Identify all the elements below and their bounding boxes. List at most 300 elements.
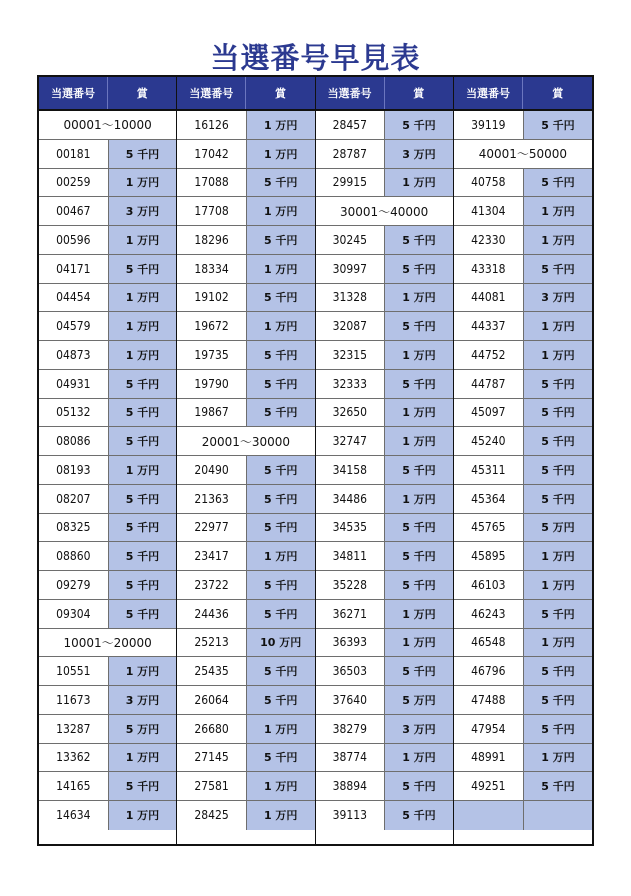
- winning-number: 49251: [454, 772, 523, 800]
- header-number-label: 当選番号: [454, 77, 524, 109]
- header-prize-label: 賞: [136, 87, 148, 100]
- winning-number: 19102: [177, 284, 246, 312]
- prize-amount: 1 万円: [108, 226, 177, 254]
- prize-amount: 5 千円: [246, 600, 315, 628]
- prize-amount: 5 千円: [246, 514, 315, 542]
- winning-number: 45311: [454, 456, 523, 484]
- table-row: [454, 226, 592, 255]
- table-row: [454, 197, 592, 226]
- winning-number: 23417: [177, 542, 246, 570]
- range-label: 10001～20000: [39, 629, 176, 657]
- winning-number: 38894: [316, 772, 385, 800]
- table-row: [316, 284, 453, 313]
- range-row: [39, 629, 176, 658]
- range-row: [39, 111, 176, 140]
- winning-number: 31328: [316, 284, 385, 312]
- table-row: [316, 657, 453, 686]
- table-row: [316, 341, 453, 370]
- winning-number: 17088: [177, 169, 246, 197]
- table-row: [454, 255, 592, 284]
- winning-number: 36271: [316, 600, 385, 628]
- header-prize-label: 賞: [552, 87, 564, 100]
- prize-amount: 5 千円: [108, 427, 177, 455]
- table-row: [39, 571, 176, 600]
- winning-number: 34158: [316, 456, 385, 484]
- prize-amount: 1 万円: [246, 772, 315, 800]
- winning-number: 14165: [39, 772, 108, 800]
- prize-amount: 5 千円: [108, 600, 177, 628]
- winning-number: 44337: [454, 312, 523, 340]
- prize-amount: 5 千円: [246, 341, 315, 369]
- table-row: [39, 744, 176, 773]
- table-row: [177, 399, 314, 428]
- table-row: [454, 744, 592, 773]
- prize-amount: 1 万円: [384, 600, 453, 628]
- winning-number: 39113: [316, 801, 385, 830]
- prize-amount: 5 千円: [384, 255, 453, 283]
- table-row: [454, 715, 592, 744]
- table-row: [454, 399, 592, 428]
- table-row: [177, 715, 314, 744]
- table-row: [39, 284, 176, 313]
- prize-amount: 5 万円: [523, 514, 592, 542]
- winning-number: 08207: [39, 485, 108, 513]
- prize-amount: 1 万円: [384, 341, 453, 369]
- prize-amount: 3 万円: [523, 284, 592, 312]
- prize-amount: 1 万円: [384, 744, 453, 772]
- winning-number: 13362: [39, 744, 108, 772]
- table-row: [177, 226, 314, 255]
- range-label: 30001～40000: [316, 197, 453, 225]
- winning-number: 32315: [316, 341, 385, 369]
- prize-amount: 5 千円: [384, 772, 453, 800]
- winning-number: 11673: [39, 686, 108, 714]
- winning-number: 13287: [39, 715, 108, 743]
- table-row: [39, 312, 176, 341]
- prize-amount: 5 千円: [108, 514, 177, 542]
- prize-amount: 1 万円: [523, 571, 592, 599]
- prize-amount: 1 万円: [108, 284, 177, 312]
- range-row: [177, 427, 314, 456]
- table-row: [177, 140, 314, 169]
- winning-number: 32650: [316, 399, 385, 427]
- winning-number: 39119: [454, 111, 523, 139]
- winning-number: 29915: [316, 169, 385, 197]
- prize-amount: 5 千円: [108, 772, 177, 800]
- table-row: [316, 715, 453, 744]
- table-row: [316, 801, 453, 830]
- table-row: [316, 456, 453, 485]
- prize-amount: 5 千円: [523, 686, 592, 714]
- table-column-1: [39, 77, 177, 844]
- winning-number: 00259: [39, 169, 108, 197]
- header-number-label: 当選番号: [177, 77, 246, 109]
- table-column-3: [316, 77, 454, 844]
- table-row: [454, 427, 592, 456]
- winning-number: 23722: [177, 571, 246, 599]
- winning-number: 47954: [454, 715, 523, 743]
- winning-number: 34811: [316, 542, 385, 570]
- winning-number: 32333: [316, 370, 385, 398]
- winning-number: 00467: [39, 197, 108, 225]
- winning-number: 19735: [177, 341, 246, 369]
- table-row: [177, 514, 314, 543]
- prize-amount: 5 千円: [523, 111, 592, 139]
- prize-amount: 1 万円: [384, 485, 453, 513]
- winning-number: 08193: [39, 456, 108, 484]
- table-row: [316, 772, 453, 801]
- table-row: [39, 341, 176, 370]
- table-row: [454, 341, 592, 370]
- table-row: [39, 140, 176, 169]
- prize-amount: 1 万円: [246, 140, 315, 168]
- table-row: [177, 255, 314, 284]
- winning-number: 44752: [454, 341, 523, 369]
- winning-number: 04873: [39, 341, 108, 369]
- table-row: [454, 772, 592, 801]
- winning-number: 45097: [454, 399, 523, 427]
- table-row: [177, 686, 314, 715]
- table-row: [39, 169, 176, 198]
- prize-amount: 5 千円: [246, 485, 315, 513]
- prize-amount: 5 千円: [246, 370, 315, 398]
- table-row: [454, 312, 592, 341]
- table-row: [454, 169, 592, 198]
- prize-amount: 5 千円: [108, 140, 177, 168]
- prize-amount: 5 千円: [246, 226, 315, 254]
- table-row: [316, 485, 453, 514]
- header-prize-label: 賞: [274, 87, 286, 100]
- lottery-table: [37, 75, 594, 846]
- range-label: 20001～30000: [177, 427, 314, 455]
- winning-number: 04454: [39, 284, 108, 312]
- table-column-4: [454, 77, 592, 844]
- prize-amount: 5 千円: [246, 399, 315, 427]
- winning-number: 04931: [39, 370, 108, 398]
- table-row: [39, 772, 176, 801]
- prize-amount: 5 千円: [523, 485, 592, 513]
- winning-number: 42330: [454, 226, 523, 254]
- table-row: [316, 169, 453, 198]
- table-row: [454, 370, 592, 399]
- winning-number: 47488: [454, 686, 523, 714]
- table-row: [177, 571, 314, 600]
- winning-number: 46548: [454, 629, 523, 657]
- winning-number: 32747: [316, 427, 385, 455]
- table-row: [177, 657, 314, 686]
- winning-number: 30245: [316, 226, 385, 254]
- prize-amount: 5 万円: [384, 686, 453, 714]
- winning-number: 44081: [454, 284, 523, 312]
- prize-amount: 1 万円: [384, 427, 453, 455]
- table-row: [39, 427, 176, 456]
- blank-row: [454, 801, 592, 830]
- winning-number: 45364: [454, 485, 523, 513]
- table-row: [454, 514, 592, 543]
- winning-number: 45895: [454, 542, 523, 570]
- winning-number: 26064: [177, 686, 246, 714]
- winning-number: 18334: [177, 255, 246, 283]
- prize-amount: 5 千円: [384, 312, 453, 340]
- prize-amount: 1 万円: [246, 801, 315, 830]
- prize-amount: 5 千円: [108, 571, 177, 599]
- table-row: [316, 686, 453, 715]
- prize-amount: 5 千円: [384, 657, 453, 685]
- winning-number: 38774: [316, 744, 385, 772]
- table-row: [454, 657, 592, 686]
- prize-amount: 3 万円: [384, 140, 453, 168]
- winning-number: 32087: [316, 312, 385, 340]
- table-row: [316, 514, 453, 543]
- prize-amount: 1 万円: [108, 801, 177, 830]
- winning-number: 08325: [39, 514, 108, 542]
- winning-number: 10551: [39, 657, 108, 685]
- range-label: 40001～50000: [454, 140, 592, 168]
- winning-number: 46103: [454, 571, 523, 599]
- prize-amount: 5 千円: [523, 600, 592, 628]
- prize-amount: 5 千円: [246, 456, 315, 484]
- table-row: [177, 456, 314, 485]
- winning-number: 21363: [177, 485, 246, 513]
- table-row: [316, 629, 453, 658]
- prize-amount: 5 千円: [246, 744, 315, 772]
- prize-amount: 5 千円: [523, 715, 592, 743]
- table-row: [177, 772, 314, 801]
- table-row: [316, 140, 453, 169]
- winning-number: 20490: [177, 456, 246, 484]
- table-row: [177, 312, 314, 341]
- winning-number: 41304: [454, 197, 523, 225]
- winning-number: 36393: [316, 629, 385, 657]
- prize-amount: 1 万円: [108, 169, 177, 197]
- table-row: [316, 542, 453, 571]
- winning-number: 00181: [39, 140, 108, 168]
- winning-number: 37640: [316, 686, 385, 714]
- winning-number: 25435: [177, 657, 246, 685]
- prize-amount: 1 万円: [108, 657, 177, 685]
- table-row: [177, 542, 314, 571]
- header-number-label: 当選番号: [39, 77, 108, 109]
- table-row: [454, 571, 592, 600]
- winning-number: 44787: [454, 370, 523, 398]
- prize-amount: 1 万円: [523, 197, 592, 225]
- winning-number: 24436: [177, 600, 246, 628]
- header-number-label: 当選番号: [316, 77, 385, 109]
- table-row: [177, 111, 314, 140]
- table-row: [39, 600, 176, 629]
- table-row: [316, 370, 453, 399]
- table-row: [454, 686, 592, 715]
- winning-number: 45240: [454, 427, 523, 455]
- winning-number: 09304: [39, 600, 108, 628]
- prize-amount: 3 万円: [108, 197, 177, 225]
- prize-amount: 5 千円: [108, 255, 177, 283]
- winning-number: 19790: [177, 370, 246, 398]
- column-header: [316, 77, 453, 111]
- table-row: [39, 686, 176, 715]
- winning-number: 43318: [454, 255, 523, 283]
- winning-number: 27581: [177, 772, 246, 800]
- table-row: [177, 197, 314, 226]
- prize-amount: 5 千円: [246, 169, 315, 197]
- table-row: [454, 629, 592, 658]
- prize-amount: 5 千円: [246, 284, 315, 312]
- winning-number: 19867: [177, 399, 246, 427]
- page-title: 当選番号早見表: [210, 41, 421, 75]
- prize-amount: 5 万円: [108, 715, 177, 743]
- table-row: [316, 600, 453, 629]
- prize-amount: 1 万円: [384, 399, 453, 427]
- table-row: [177, 744, 314, 773]
- table-row: [177, 169, 314, 198]
- prize-amount: 5 千円: [384, 226, 453, 254]
- table-row: [177, 284, 314, 313]
- winning-number: 19672: [177, 312, 246, 340]
- prize-amount: 1 万円: [523, 341, 592, 369]
- winning-number: 05132: [39, 399, 108, 427]
- table-row: [454, 456, 592, 485]
- prize-amount: 1 万円: [523, 312, 592, 340]
- column-header: [39, 77, 176, 111]
- winning-number: 28787: [316, 140, 385, 168]
- prize-amount: 5 千円: [384, 801, 453, 830]
- prize-amount: 1 万円: [246, 542, 315, 570]
- table-row: [39, 456, 176, 485]
- table-row: [39, 542, 176, 571]
- prize-amount: 5 千円: [108, 370, 177, 398]
- table-row: [316, 744, 453, 773]
- prize-amount: 5 千円: [384, 514, 453, 542]
- prize-amount: 5 千円: [523, 427, 592, 455]
- winning-number: 34535: [316, 514, 385, 542]
- table-row: [177, 801, 314, 830]
- blank-cell: [523, 801, 592, 830]
- winning-number: 38279: [316, 715, 385, 743]
- prize-amount: 1 万円: [108, 744, 177, 772]
- range-row: [316, 197, 453, 226]
- column-header: [454, 77, 592, 111]
- winning-number: 48991: [454, 744, 523, 772]
- prize-amount: 10 万円: [246, 629, 315, 657]
- table-row: [454, 111, 592, 140]
- prize-amount: 5 千円: [246, 657, 315, 685]
- winning-number: 00596: [39, 226, 108, 254]
- table-row: [39, 255, 176, 284]
- winning-number: 16126: [177, 111, 246, 139]
- winning-number: 08860: [39, 542, 108, 570]
- prize-amount: 5 千円: [523, 456, 592, 484]
- table-row: [39, 801, 176, 830]
- table-row: [39, 226, 176, 255]
- winning-number: 28425: [177, 801, 246, 830]
- table-row: [454, 542, 592, 571]
- prize-amount: 5 千円: [384, 370, 453, 398]
- table-row: [177, 600, 314, 629]
- table-row: [316, 111, 453, 140]
- prize-amount: 1 万円: [523, 744, 592, 772]
- prize-amount: 5 千円: [384, 456, 453, 484]
- winning-number: 28457: [316, 111, 385, 139]
- prize-amount: 1 万円: [246, 715, 315, 743]
- prize-amount: 1 万円: [246, 197, 315, 225]
- table-row: [177, 485, 314, 514]
- prize-amount: 1 万円: [246, 255, 315, 283]
- winning-number: 46243: [454, 600, 523, 628]
- table-row: [39, 399, 176, 428]
- winning-number: 35228: [316, 571, 385, 599]
- table-row: [39, 715, 176, 744]
- prize-amount: 5 千円: [523, 370, 592, 398]
- blank-cell: [454, 801, 523, 830]
- winning-number: 40758: [454, 169, 523, 197]
- prize-amount: 5 千円: [246, 571, 315, 599]
- winning-number: 46796: [454, 657, 523, 685]
- table-row: [316, 312, 453, 341]
- table-row: [316, 255, 453, 284]
- winning-number: 08086: [39, 427, 108, 455]
- range-label: 00001～10000: [39, 111, 176, 139]
- prize-amount: 1 万円: [108, 456, 177, 484]
- prize-amount: 5 千円: [523, 255, 592, 283]
- table-row: [177, 341, 314, 370]
- prize-amount: 5 千円: [523, 399, 592, 427]
- table-row: [39, 485, 176, 514]
- winning-number: 26680: [177, 715, 246, 743]
- winning-number: 45765: [454, 514, 523, 542]
- table-row: [177, 370, 314, 399]
- winning-number: 09279: [39, 571, 108, 599]
- winning-number: 25213: [177, 629, 246, 657]
- prize-amount: 5 千円: [523, 772, 592, 800]
- winning-number: 27145: [177, 744, 246, 772]
- winning-number: 17042: [177, 140, 246, 168]
- winning-number: 22977: [177, 514, 246, 542]
- table-row: [316, 571, 453, 600]
- prize-amount: 3 万円: [384, 715, 453, 743]
- prize-amount: 1 万円: [523, 629, 592, 657]
- winning-number: 30997: [316, 255, 385, 283]
- table-row: [454, 600, 592, 629]
- prize-amount: 1 万円: [523, 542, 592, 570]
- table-row: [177, 629, 314, 658]
- winning-number: 04579: [39, 312, 108, 340]
- winning-number: 36503: [316, 657, 385, 685]
- prize-amount: 1 万円: [523, 226, 592, 254]
- table-row: [454, 284, 592, 313]
- prize-amount: 5 千円: [246, 686, 315, 714]
- prize-amount: 1 万円: [384, 284, 453, 312]
- prize-amount: 1 万円: [108, 341, 177, 369]
- table-row: [39, 370, 176, 399]
- prize-amount: 5 千円: [108, 542, 177, 570]
- prize-amount: 5 千円: [523, 169, 592, 197]
- table-row: [39, 514, 176, 543]
- prize-amount: 1 万円: [108, 312, 177, 340]
- table-row: [454, 485, 592, 514]
- column-header: [177, 77, 314, 111]
- prize-amount: 5 千円: [384, 111, 453, 139]
- winning-number: 17708: [177, 197, 246, 225]
- table-row: [316, 427, 453, 456]
- winning-number: 14634: [39, 801, 108, 830]
- winning-number: 34486: [316, 485, 385, 513]
- prize-amount: 1 万円: [384, 169, 453, 197]
- table-row: [316, 399, 453, 428]
- prize-amount: 5 千円: [108, 485, 177, 513]
- range-row: [454, 140, 592, 169]
- prize-amount: 3 万円: [108, 686, 177, 714]
- table-row: [39, 197, 176, 226]
